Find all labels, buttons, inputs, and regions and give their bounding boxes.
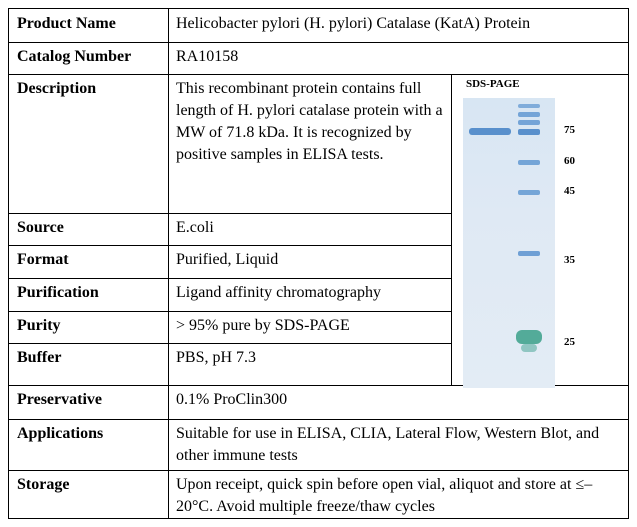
value-format: Purified, Liquid xyxy=(176,251,279,268)
label-catalog-number: Catalog Number xyxy=(17,48,132,65)
label-storage: Storage xyxy=(17,476,70,493)
row-divider xyxy=(8,213,451,214)
gel-lanes xyxy=(463,98,555,388)
table-border-right xyxy=(628,8,629,519)
row-divider xyxy=(8,278,451,279)
value-source: E.coli xyxy=(176,219,214,236)
value-purity: > 95% pure by SDS-PAGE xyxy=(176,317,350,334)
ladder-band xyxy=(518,129,540,135)
row-divider xyxy=(8,74,628,75)
ladder-band xyxy=(518,120,540,125)
column-divider xyxy=(168,8,169,519)
sample-band xyxy=(469,128,511,135)
ladder-band xyxy=(518,104,540,108)
ladder-band-low xyxy=(516,330,542,344)
value-catalog-number: RA10158 xyxy=(176,48,239,65)
row-divider xyxy=(8,311,451,312)
ladder-band-low xyxy=(521,344,537,352)
table-border-left xyxy=(8,8,9,519)
value-purification: Ligand affinity chromatography xyxy=(176,284,381,301)
sds-page-gel-image xyxy=(463,76,588,386)
ladder-band xyxy=(518,251,540,256)
row-divider xyxy=(8,419,628,420)
ladder-band xyxy=(518,112,540,117)
value-storage: Upon receipt, quick spin before open vial, aliquot and store at ≤–20°C. Avoid multiple freeze/thaw cycles xyxy=(176,476,593,515)
gel-title: SDS-PAGE xyxy=(466,78,520,90)
value-buffer: PBS, pH 7.3 xyxy=(176,349,257,366)
label-purification: Purification xyxy=(17,284,99,301)
label-description: Description xyxy=(17,80,97,97)
label-source: Source xyxy=(17,219,64,236)
label-preservative: Preservative xyxy=(17,391,102,408)
value-applications: Suitable for use in ELISA, CLIA, Lateral Flow, Western Blot, and other immune tests xyxy=(176,425,600,464)
label-product-name: Product Name xyxy=(17,15,116,32)
value-product-name: Helicobacter pylori (H. pylori) Catalase (KatA) Protein xyxy=(176,15,531,32)
label-purity: Purity xyxy=(17,317,61,334)
mw-marker-35: 35 xyxy=(564,254,575,266)
value-description: This recombinant protein contains full length of H. pylori catalase protein with a MW of 71.8 kDa. It is recognized by positive samples in ELISA tests. xyxy=(176,80,443,163)
table-border-bottom xyxy=(8,518,628,519)
row-divider xyxy=(8,245,451,246)
row-divider xyxy=(8,343,451,344)
value-preservative: 0.1% ProClin300 xyxy=(176,391,288,408)
mw-marker-45: 45 xyxy=(564,185,575,197)
label-buffer: Buffer xyxy=(17,349,62,366)
mw-marker-25: 25 xyxy=(564,336,575,348)
row-divider xyxy=(8,470,628,471)
table-border-top xyxy=(8,8,628,9)
image-cell-divider xyxy=(451,74,452,386)
ladder-band xyxy=(518,160,540,165)
mw-marker-75: 75 xyxy=(564,124,575,136)
mw-marker-60: 60 xyxy=(564,155,575,167)
label-format: Format xyxy=(17,251,69,268)
label-applications: Applications xyxy=(17,425,104,442)
ladder-band xyxy=(518,190,540,195)
row-divider xyxy=(8,42,628,43)
